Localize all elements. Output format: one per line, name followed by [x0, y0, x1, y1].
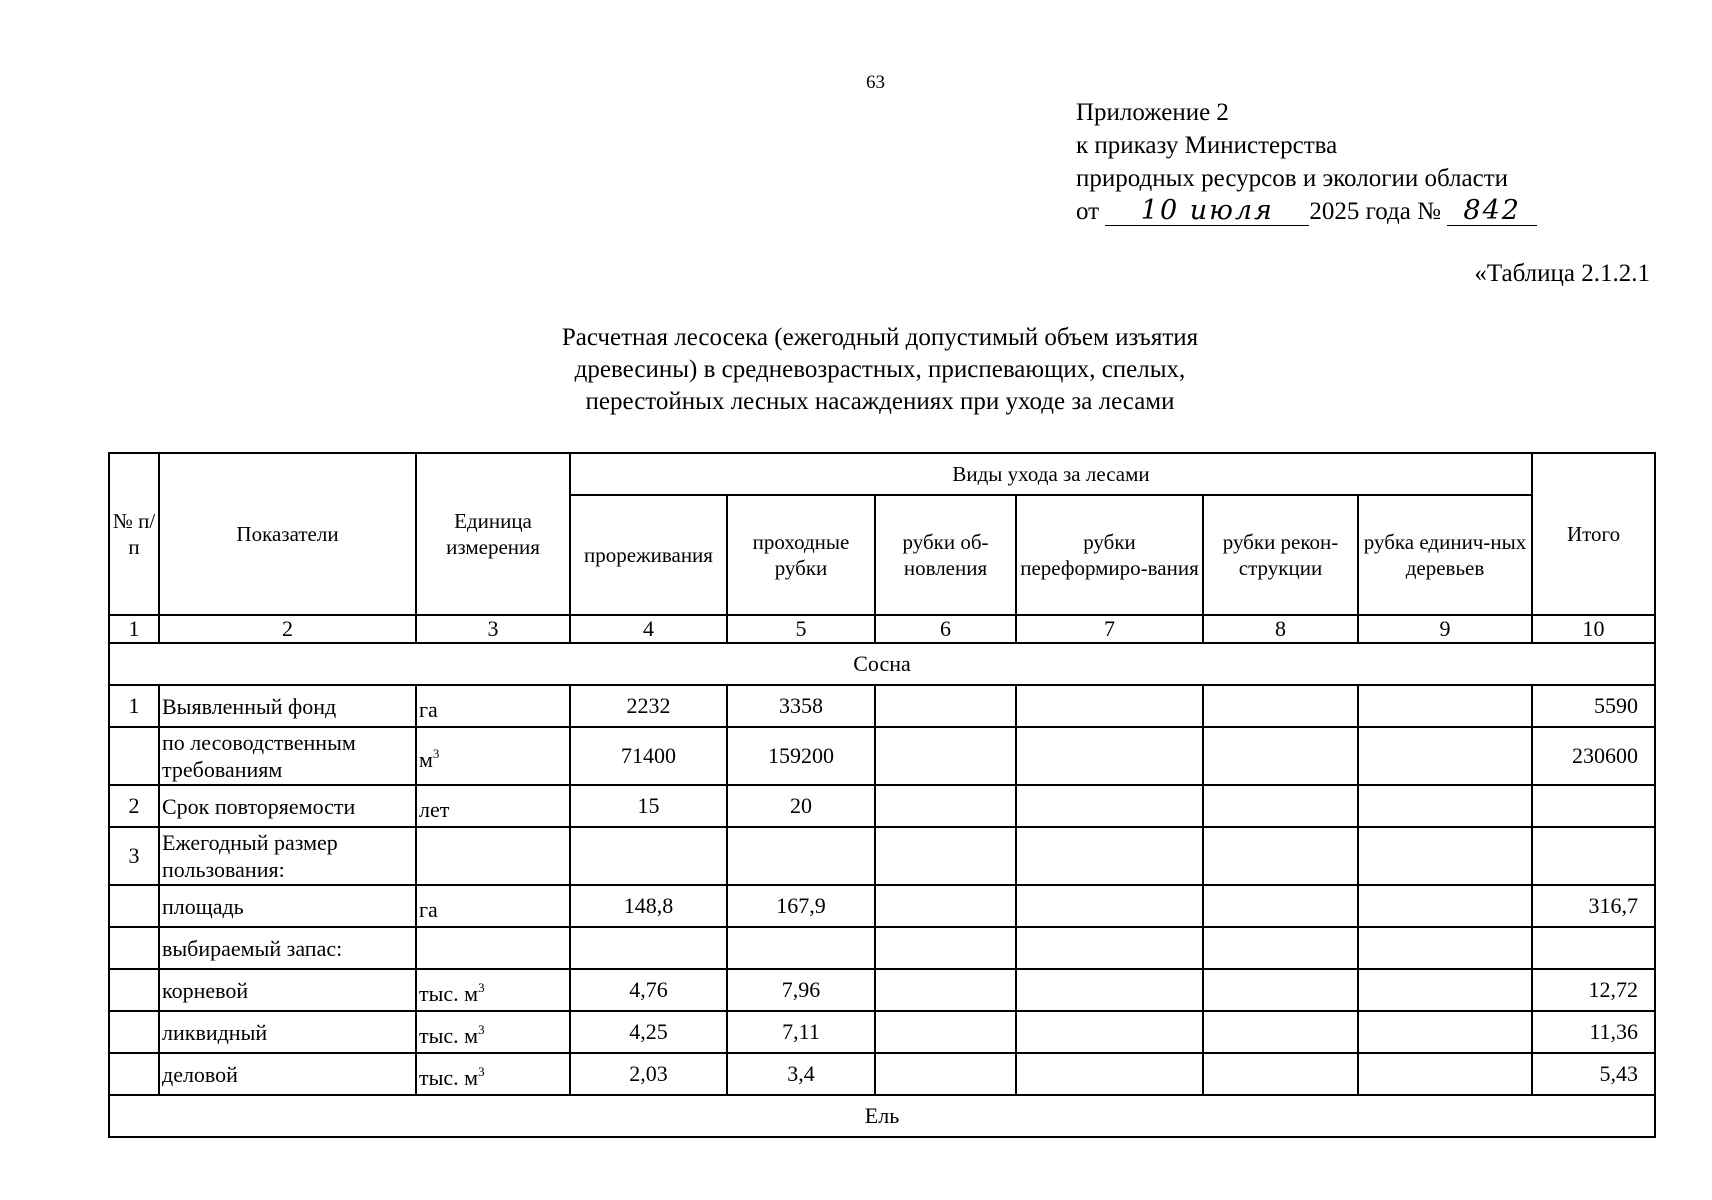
value-thinning: 2,03	[570, 1053, 727, 1095]
value-reconstruction	[1203, 1011, 1358, 1053]
unit-superscript: 3	[478, 979, 485, 995]
table-row	[109, 727, 1655, 785]
unit-text: га	[419, 696, 438, 722]
row-unit	[416, 685, 570, 727]
header-indicators: Показатели	[159, 453, 416, 615]
value-single-trees	[1358, 827, 1532, 885]
col-number: 6	[875, 615, 1016, 643]
value-renewal	[875, 1011, 1016, 1053]
value-total	[1532, 785, 1655, 827]
column-numbers-row	[109, 615, 1655, 643]
unit-text: тыс. м	[419, 1064, 479, 1090]
value-single-trees	[1358, 927, 1532, 969]
col-number: 7	[1016, 615, 1203, 643]
value-reform	[1016, 969, 1203, 1011]
value-reconstruction	[1203, 969, 1358, 1011]
row-unit	[416, 827, 570, 885]
col-number: 1	[109, 615, 159, 643]
row-indicator: по лесоводственным требованиям	[159, 727, 416, 785]
value-renewal	[875, 785, 1016, 827]
unit-superscript: 3	[478, 1021, 485, 1037]
value-renewal	[875, 685, 1016, 727]
appendix-line-1: Приложение 2	[1076, 99, 1229, 126]
row-unit	[416, 969, 570, 1011]
header-col-reconstruction: рубки рекон-струкции	[1203, 495, 1358, 615]
row-number: 3	[109, 827, 159, 885]
row-number	[109, 885, 159, 927]
header-col-thinning: прореживания	[570, 495, 727, 615]
unit-text: лет	[419, 796, 450, 822]
col-number: 9	[1358, 615, 1532, 643]
col-number: 10	[1532, 615, 1655, 643]
harvest-table	[108, 452, 1656, 1138]
value-total: 5,43	[1532, 1053, 1655, 1095]
value-single-trees	[1358, 727, 1532, 785]
title-line-2: древесины) в средневозрастных, приспевающих, спелых,	[574, 356, 1186, 383]
value-single-trees	[1358, 969, 1532, 1011]
row-unit	[416, 885, 570, 927]
value-reconstruction	[1203, 685, 1358, 727]
appendix-date-line	[1076, 195, 1537, 228]
value-thinning: 2232	[570, 685, 727, 727]
unit-text: тыс. м	[419, 980, 479, 1006]
value-thinning: 71400	[570, 727, 727, 785]
value-pass-cuts: 3358	[727, 685, 875, 727]
table-reference: «Таблица 2.1.2.1	[1474, 260, 1650, 287]
value-reform	[1016, 927, 1203, 969]
value-total: 5590	[1532, 685, 1655, 727]
year-text: 2025 года №	[1309, 198, 1441, 225]
row-indicator: выбираемый запас:	[159, 927, 416, 969]
table-row	[109, 785, 1655, 827]
unit-text: м	[419, 746, 433, 772]
appendix-line-2: к приказу Министерства	[1076, 132, 1338, 159]
value-reform	[1016, 785, 1203, 827]
value-total: 12,72	[1532, 969, 1655, 1011]
table-row	[109, 1011, 1655, 1053]
section-pine: Сосна	[109, 643, 1655, 685]
table-row	[109, 1053, 1655, 1095]
value-pass-cuts: 167,9	[727, 885, 875, 927]
value-reconstruction	[1203, 927, 1358, 969]
value-reconstruction	[1203, 885, 1358, 927]
value-single-trees	[1358, 685, 1532, 727]
value-reconstruction	[1203, 827, 1358, 885]
table-row	[109, 885, 1655, 927]
value-pass-cuts	[727, 927, 875, 969]
handwritten-date: 10 июля	[1105, 197, 1309, 226]
value-thinning	[570, 927, 727, 969]
value-renewal	[875, 927, 1016, 969]
value-single-trees	[1358, 1053, 1532, 1095]
header-num: № п/п	[109, 453, 159, 615]
row-number	[109, 927, 159, 969]
document-title	[380, 322, 1380, 418]
value-total: 230600	[1532, 727, 1655, 785]
value-renewal	[875, 885, 1016, 927]
value-reconstruction	[1203, 1053, 1358, 1095]
row-number: 2	[109, 785, 159, 827]
col-number: 2	[159, 615, 416, 643]
row-number	[109, 727, 159, 785]
row-indicator: площадь	[159, 885, 416, 927]
unit-text: га	[419, 896, 438, 922]
header-total: Итого	[1532, 453, 1655, 615]
value-total	[1532, 927, 1655, 969]
row-unit	[416, 785, 570, 827]
title-line-3: перестойных лесных насаждениях при уходе за лесами	[585, 388, 1175, 415]
value-reform	[1016, 727, 1203, 785]
row-unit	[416, 1011, 570, 1053]
col-number: 8	[1203, 615, 1358, 643]
section-spruce: Ель	[109, 1095, 1655, 1137]
value-pass-cuts	[727, 827, 875, 885]
value-thinning: 15	[570, 785, 727, 827]
title-line-1: Расчетная лесосека (ежегодный допустимый объем изъятия	[561, 324, 1199, 351]
col-number: 5	[727, 615, 875, 643]
header-col-renewal: рубки об-новления	[875, 495, 1016, 615]
unit-superscript: 3	[478, 1063, 485, 1079]
row-number	[109, 1011, 159, 1053]
row-number	[109, 969, 159, 1011]
row-indicator: деловой	[159, 1053, 416, 1095]
table-row	[109, 827, 1655, 885]
col-number: 4	[570, 615, 727, 643]
value-thinning	[570, 827, 727, 885]
header-col-pass-cuts: проходные рубки	[727, 495, 875, 615]
unit-superscript: 3	[432, 745, 440, 761]
value-renewal	[875, 1053, 1016, 1095]
value-pass-cuts: 7,11	[727, 1011, 875, 1053]
value-total: 11,36	[1532, 1011, 1655, 1053]
value-reconstruction	[1203, 785, 1358, 827]
row-indicator: Ежегодный размер пользования:	[159, 827, 416, 885]
header-unit: Единица измерения	[416, 453, 570, 615]
row-unit	[416, 927, 570, 969]
header-col-reform: рубки переформиро-вания	[1016, 495, 1203, 615]
value-pass-cuts: 159200	[727, 727, 875, 785]
header-col-single-trees: рубка единич-ных деревьев	[1358, 495, 1532, 615]
value-renewal	[875, 969, 1016, 1011]
header-care-types: Виды ухода за лесами	[570, 453, 1532, 495]
value-pass-cuts: 3,4	[727, 1053, 875, 1095]
value-single-trees	[1358, 885, 1532, 927]
col-number: 3	[416, 615, 570, 643]
row-number	[109, 1053, 159, 1095]
value-single-trees	[1358, 785, 1532, 827]
value-reform	[1016, 885, 1203, 927]
table-row	[109, 685, 1655, 727]
value-renewal	[875, 827, 1016, 885]
row-number: 1	[109, 685, 159, 727]
value-reform	[1016, 827, 1203, 885]
appendix-line-3: природных ресурсов и экологии области	[1076, 165, 1509, 192]
value-reform	[1016, 1011, 1203, 1053]
unit-text: тыс. м	[419, 1022, 479, 1048]
value-thinning: 4,25	[570, 1011, 727, 1053]
value-reconstruction	[1203, 727, 1358, 785]
value-thinning: 4,76	[570, 969, 727, 1011]
value-total: 316,7	[1532, 885, 1655, 927]
from-label: от	[1076, 198, 1100, 225]
row-indicator: корневой	[159, 969, 416, 1011]
row-indicator: Срок повторяемости	[159, 785, 416, 827]
value-total	[1532, 827, 1655, 885]
value-reform	[1016, 685, 1203, 727]
page-number: 63	[866, 72, 885, 93]
value-single-trees	[1358, 1011, 1532, 1053]
value-thinning: 148,8	[570, 885, 727, 927]
row-unit	[416, 727, 570, 785]
row-unit	[416, 1053, 570, 1095]
value-pass-cuts: 7,96	[727, 969, 875, 1011]
appendix-header	[1076, 96, 1537, 228]
handwritten-number: 842	[1447, 197, 1537, 226]
table-row	[109, 969, 1655, 1011]
row-indicator: ликвидный	[159, 1011, 416, 1053]
table-row	[109, 927, 1655, 969]
value-pass-cuts: 20	[727, 785, 875, 827]
row-indicator: Выявленный фонд	[159, 685, 416, 727]
value-renewal	[875, 727, 1016, 785]
value-reform	[1016, 1053, 1203, 1095]
